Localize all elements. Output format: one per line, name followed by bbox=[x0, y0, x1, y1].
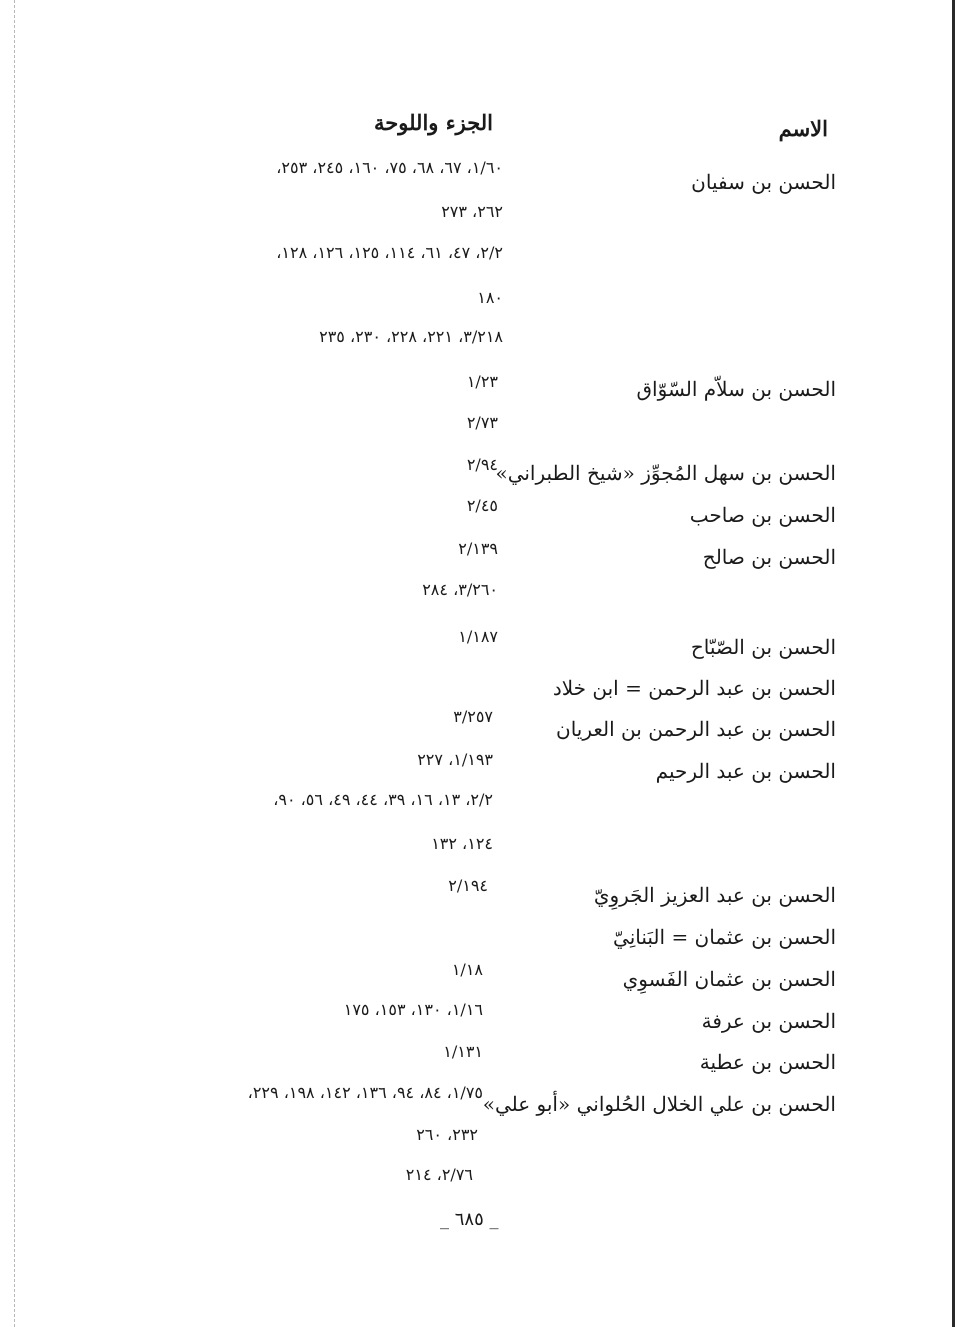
entry-name: الحسن بن عبد العزيز الجَروِيّ bbox=[593, 883, 836, 907]
entry-name: الحسن بن عثمان الفَسوِي bbox=[622, 967, 836, 991]
volume-page-ref: ٢/١٩٤ bbox=[448, 876, 488, 895]
scan-edge-left bbox=[14, 0, 15, 1327]
entry-name: الحسن بن سهل المُجوِّز «شيخ الطبراني» bbox=[495, 461, 836, 485]
entry-name: الحسن بن عثمان = البَنانِيّ bbox=[613, 925, 836, 949]
header-name-column: الاسم bbox=[778, 116, 828, 141]
volume-page-ref: ١/٦٠، ٦٧، ٦٨، ٧٥، ١٦٠، ٢٤٥، ٢٥٣، bbox=[276, 158, 503, 177]
entry-name: الحسن بن سلاّم السّوّاق bbox=[636, 377, 836, 401]
volume-page-ref: ٢/٢، ١٣، ١٦، ٣٩، ٤٤، ٤٩، ٥٦، ٩٠، bbox=[273, 790, 493, 809]
volume-page-ref: ٢/٩٤ bbox=[466, 455, 498, 474]
volume-page-ref: ١/١٨ bbox=[451, 960, 483, 979]
volume-page-ref: ١/١٣١ bbox=[443, 1042, 483, 1061]
volume-page-ref: ١٨٠ bbox=[477, 288, 503, 307]
entry-name: الحسن بن عرفة bbox=[701, 1009, 836, 1033]
entry-name: الحسن بن عبد الرحيم bbox=[655, 759, 836, 783]
page-number: _ ٦٨٥ _ bbox=[440, 1209, 499, 1230]
volume-page-ref: ٢/٧٣ bbox=[466, 413, 498, 432]
entry-name: الحسن بن عبد الرحمن بن العريان bbox=[556, 717, 836, 741]
volume-page-ref: ١/١٦، ١٣٠، ١٥٣، ١٧٥ bbox=[343, 1000, 483, 1019]
volume-page-ref: ١/١٩٣، ٢٢٧ bbox=[417, 750, 493, 769]
volume-page-ref: ١/٧٥، ٨٤، ٩٤، ١٣٦، ١٤٢، ١٩٨، ٢٢٩، bbox=[247, 1083, 483, 1102]
volume-page-ref: ٢/٢، ٤٧، ٦١، ١١٤، ١٢٥، ١٢٦، ١٢٨، bbox=[276, 243, 503, 262]
entry-name: الحسن بن سفيان bbox=[691, 170, 836, 194]
volume-page-ref: ١٢٤، ١٣٢ bbox=[431, 834, 493, 853]
volume-page-ref: ١/١٨٧ bbox=[458, 627, 498, 646]
volume-page-ref: ٢٣٢، ٢٦٠ bbox=[416, 1125, 478, 1144]
entry-name: الحسن بن الصّبّاح bbox=[690, 635, 836, 659]
volume-page-ref: ١/٢٣ bbox=[466, 372, 498, 391]
entry-name: الحسن بن عبد الرحمن = ابن خلاد bbox=[552, 676, 836, 700]
entry-name: الحسن بن عطية bbox=[699, 1050, 836, 1074]
entry-name: الحسن بن صاحب bbox=[689, 503, 836, 527]
volume-page-ref: ٢/١٣٩ bbox=[458, 539, 498, 558]
entry-name: الحسن بن صالح bbox=[702, 545, 836, 569]
scan-edge-right bbox=[952, 0, 955, 1327]
header-volume-page-column: الجزء واللوحة bbox=[374, 110, 493, 135]
volume-page-ref: ٣/٢٥٧ bbox=[453, 707, 493, 726]
entry-name: الحسن بن علي الخلال الحُلواني «أبو علي» bbox=[482, 1092, 836, 1116]
volume-page-ref: ٣/٢١٨، ٢٢١، ٢٢٨، ٢٣٠، ٢٣٥ bbox=[319, 327, 503, 346]
volume-page-ref: ٢/٧٦، ٢١٤ bbox=[405, 1165, 473, 1184]
volume-page-ref: ٣/٢٦٠، ٢٨٤ bbox=[422, 580, 498, 599]
volume-page-ref: ٢/٤٥ bbox=[466, 496, 498, 515]
volume-page-ref: ٢٦٢، ٢٧٣ bbox=[441, 202, 503, 221]
